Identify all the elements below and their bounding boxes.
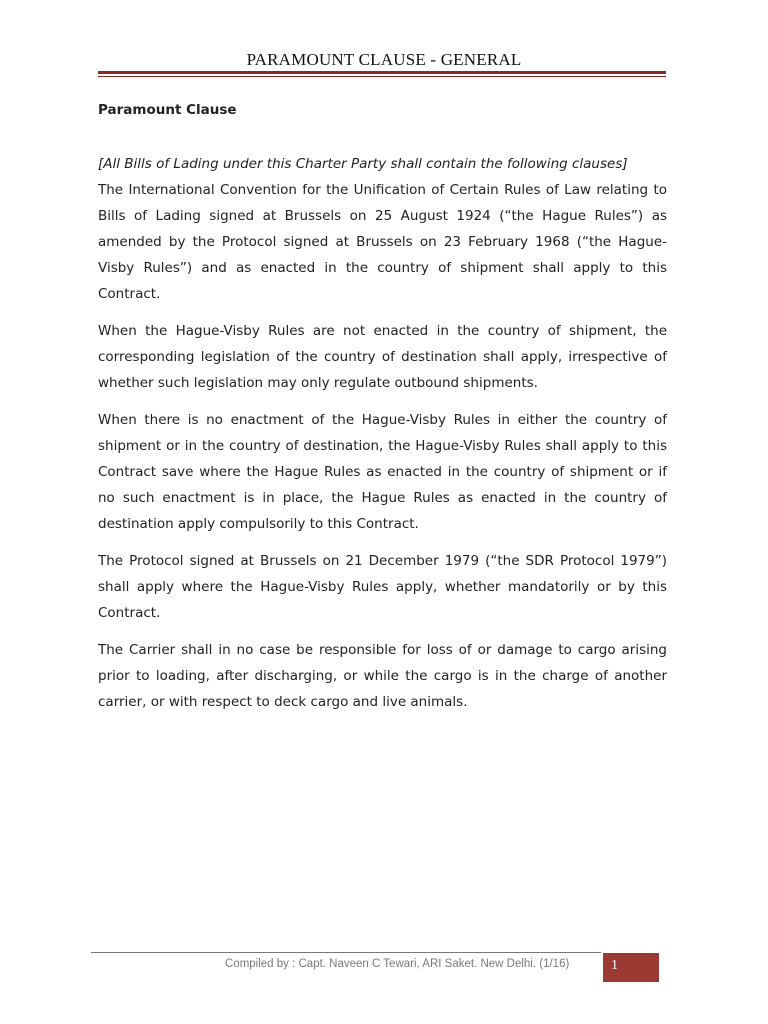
paragraph-1: The International Convention for the Unification of Certain Rules of Law relating to Bills of Lading signed at Brussels on 25 August 1924 (“the Hague Rules”) as amended by the Protocol signed at Brussels on 23 February 1968 (“the Hague-Visby Rules”) and as enacted in the country of shipment shall apply to this Contract. (98, 182, 667, 302)
title-divider-thick (98, 71, 666, 74)
intro-note: [All Bills of Lading under this Charter Party shall contain the following clauses] (98, 156, 628, 172)
title-divider-thin (98, 76, 666, 77)
paragraph-2: When the Hague-Visby Rules are not enacted in the country of shipment, the corresponding legislation of the country of destination shall apply, irrespective of whether such legislation may only regulate outbound shipments. (98, 323, 667, 391)
paragraph-4: The Protocol signed at Brussels on 21 December 1979 (“the SDR Protocol 1979”) shall apply where the Hague-Visby Rules apply, whether mandatorily or by this Contract. (98, 553, 667, 621)
page-title: PARAMOUNT CLAUSE - GENERAL (246, 50, 522, 69)
section-heading: Paramount Clause (98, 102, 237, 118)
document-body (98, 100, 667, 726)
paragraph-5: The Carrier shall in no case be responsible for loss of or damage to cargo arising prior to loading, after discharging, or while the cargo is in the charge of another carrier, or with respect to deck cargo and live animals. (98, 642, 667, 710)
footer-divider (91, 952, 601, 953)
page-number: 1 (611, 958, 618, 973)
paragraph-3: When there is no enactment of the Hague-Visby Rules in either the country of shipment or in the country of destination, the Hague-Visby Rules shall apply to this Contract save where the Hague Rules as enacted in the country of shipment or if no such enactment is in place, the Hague Rules as enacted in the country of destination apply compulsorily to this Contract. (98, 412, 667, 532)
page-number-badge (603, 953, 659, 982)
footer-credit: Compiled by : Capt. Naveen C Tewari, ARI Saket. New Delhi. (1/16) (225, 958, 570, 970)
